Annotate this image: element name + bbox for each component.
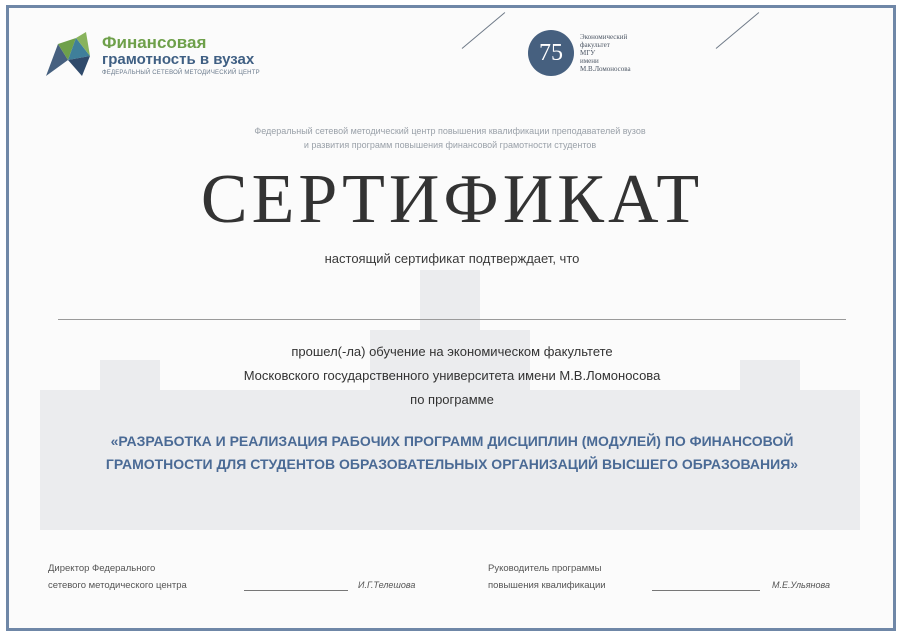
- training-description: [0, 340, 904, 412]
- signature-line-program-head: [652, 590, 760, 591]
- signature-role: Руководитель программы: [488, 563, 602, 574]
- faculty-name: [580, 33, 650, 73]
- anniversary-badge: 75: [528, 30, 574, 76]
- logo-tagline: ФЕДЕРАЛЬНЫЙ СЕТЕВОЙ МЕТОДИЧЕСКИЙ ЦЕНТР: [102, 70, 260, 76]
- signature-name-program-head: М.Е.Ульянова: [772, 580, 831, 590]
- program-line: «РАЗРАБОТКА И РЕАЛИЗАЦИЯ РАБОЧИХ ПРОГРАММ ДИСЦИПЛИН (МОДУЛЕЙ) ПО ФИНАНСОВОЙ: [110, 433, 794, 449]
- training-line: прошел(-ла) обучение на экономическом факультете: [291, 344, 613, 359]
- fox-logo-icon: [42, 30, 96, 80]
- issuer-description: [180, 124, 720, 152]
- training-line: Московского государственного университета имени М.В.Ломоносова: [243, 368, 661, 383]
- signature-role: Директор Федерального: [48, 563, 156, 574]
- faculty-line: МГУ: [580, 49, 596, 57]
- issuer-line: Федеральный сетевой методический центр повышения квалификации преподавателей вузов: [254, 126, 646, 136]
- financial-literacy-logo: [42, 30, 260, 80]
- issuer-line: и развития программ повышения финансовой грамотности студентов: [303, 140, 597, 150]
- signature-block-director: [48, 560, 248, 594]
- faculty-logo: [528, 30, 650, 76]
- certificate-title: СЕРТИФИКАТ: [200, 161, 704, 238]
- faculty-line: имени: [580, 57, 599, 65]
- confirmation-text: настоящий сертификат подтверждает, что: [324, 251, 580, 266]
- program-line: ГРАМОТНОСТИ ДЛЯ СТУДЕНТОВ ОБРАЗОВАТЕЛЬНЫХ ОРГАНИЗАЦИЙ ВЫСШЕГО ОБРАЗОВАНИЯ»: [105, 456, 799, 472]
- faculty-line: М.В.Ломоносова: [580, 65, 631, 73]
- logo-title: Финансовая: [102, 33, 207, 52]
- signature-role: сетевого методического центра: [48, 580, 187, 591]
- logo-subtitle: грамотность в вузах: [102, 51, 255, 68]
- signature-line-director: [244, 590, 348, 591]
- signature-role: повышения квалификации: [488, 580, 606, 591]
- faculty-line: Экономический: [580, 33, 628, 41]
- signature-name-director: И.Г.Телешова: [358, 580, 416, 590]
- signature-block-program-head: [488, 560, 688, 594]
- recipient-name-line: [58, 319, 846, 320]
- training-line: по программе: [410, 392, 494, 407]
- program-title: [40, 430, 864, 476]
- faculty-line: факультет: [580, 41, 610, 49]
